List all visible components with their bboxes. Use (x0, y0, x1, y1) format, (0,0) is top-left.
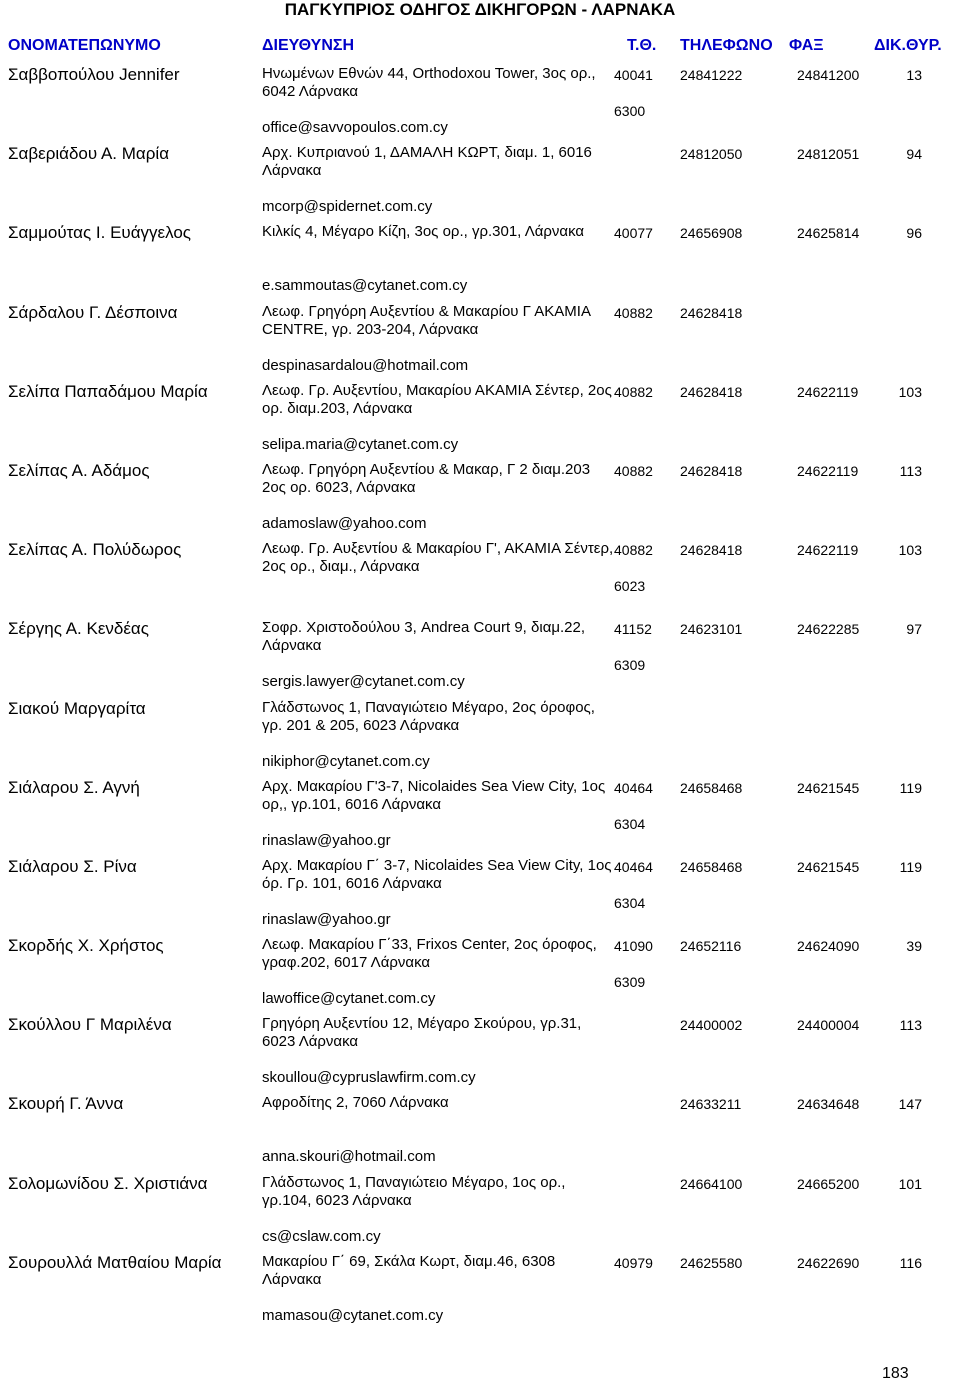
record-phone: 24658468 (680, 779, 743, 796)
lawyer-record (0, 1173, 960, 1252)
record-tk-secondary: 6304 (614, 815, 646, 832)
lawyer-record (0, 302, 960, 381)
record-box: 101 (898, 1175, 922, 1192)
record-phone: 24623101 (680, 621, 743, 638)
record-box: 97 (906, 621, 922, 638)
record-phone: 24664100 (680, 1175, 743, 1192)
column-header-box: ΔΙΚ.ΘΥΡ. (874, 37, 942, 54)
record-name: Σέργης Α. Κενδέας (8, 619, 149, 639)
record-address: Γρηγόρη Αυξεντίου 12, Μέγαρο Σκούρου, γρ.31, 6023 Λάρνακα (262, 1015, 582, 1051)
record-name: Σαμμούτας Ι. Ευάγγελος (8, 223, 191, 243)
record-address: Λεωφ. Γρηγόρη Αυξεντίου & Μακαρ, Γ 2 διαμ.203 2ος ορ. 6023, Λάρνακα (262, 460, 591, 496)
record-box: 103 (898, 542, 922, 559)
record-email: rinaslaw@yahoo.gr (262, 831, 391, 849)
record-phone: 24658468 (680, 858, 743, 875)
record-fax: 24634648 (797, 1096, 860, 1113)
record-phone: 24625580 (680, 1254, 743, 1271)
record-email: selipa.maria@cytanet.com.cy (262, 435, 459, 453)
record-box: 96 (906, 225, 922, 242)
record-tk: 40882 (614, 462, 653, 479)
record-address: Λεωφ. Γρηγόρη Αυξεντίου & Μακαρίου Γ ΑΚΑΜΙΑ CENTRE, γρ. 203-204, Λάρνακα (262, 302, 591, 338)
record-fax: 24621545 (797, 858, 860, 875)
record-phone: 24400002 (680, 1017, 743, 1034)
record-box: 113 (899, 462, 922, 479)
record-tk: 40041 (614, 67, 653, 83)
record-address: Γλάδστωνος 1, Παναγιώτειο Μέγαρο, 2ος όροφος, γρ. 201 & 205, 6023 Λάρνακα (262, 698, 595, 734)
record-tk-secondary: 6300 (614, 103, 646, 119)
lawyer-record (0, 1093, 960, 1172)
record-fax: 24622119 (797, 542, 859, 559)
record-fax: 24812051 (797, 146, 860, 163)
record-fax: 24665200 (797, 1175, 860, 1192)
column-header-tk: Τ.Θ. (627, 37, 657, 54)
record-tk: 41090 (614, 938, 653, 955)
record-email: e.sammoutas@cytanet.com.cy (262, 277, 468, 295)
record-tk-secondary: 6304 (614, 894, 646, 911)
record-address: Σοφρ. Χριστοδούλου 3, Andrea Court 9, διαμ.22, Λάρνακα (262, 619, 586, 655)
column-header-name: ΟΝΟΜΑΤΕΠΩΝΥΜΟ (8, 37, 161, 54)
record-fax: 24622119 (797, 462, 859, 479)
record-tk: 40077 (614, 225, 653, 242)
record-phone: 24841222 (680, 67, 743, 83)
record-fax: 24841200 (797, 67, 860, 83)
record-address: Μακαρίου Γ΄ 69, Σκάλα Κωρτ, διαμ.46, 6308 Λάρνακα (262, 1252, 556, 1288)
record-address: Γλάδστωνος 1, Παναγιώτειο Μέγαρο, 1ος ορ., γρ.104, 6023 Λάρνακα (262, 1173, 566, 1209)
record-fax: 24624090 (797, 938, 860, 955)
record-tk: 40882 (614, 542, 653, 559)
lawyer-record (0, 856, 960, 935)
record-phone: 24812050 (680, 146, 743, 163)
record-tk: 40979 (614, 1254, 653, 1271)
record-box: 13 (906, 67, 922, 83)
lawyer-record (0, 64, 960, 143)
lawyer-record (0, 460, 960, 539)
lawyer-record (0, 1014, 960, 1093)
record-box: 103 (898, 383, 922, 400)
record-tk: 40882 (614, 383, 653, 400)
record-fax: 24622119 (797, 383, 859, 400)
record-address: Λεωφ. Γρ. Αυξεντίου, Μακαρίου ΑΚΑΜΙΑ Σέντερ, 2ος ορ. διαμ.203, Λάρνακα (262, 381, 612, 417)
record-box: 116 (899, 1254, 922, 1271)
record-name: Σιάλαρου Σ. Αγνή (8, 777, 140, 797)
record-box: 94 (906, 146, 922, 163)
lawyer-record (0, 935, 960, 1014)
record-box: 39 (906, 938, 922, 955)
column-header-fax: ΦΑΞ (789, 37, 824, 54)
column-header-phone: ΤΗΛΕΦΩΝΟ (680, 37, 773, 54)
record-name: Σουρουλλά Ματθαίου Μαρία (8, 1252, 222, 1272)
record-tk-secondary: 6309 (614, 657, 646, 674)
record-phone: 24652116 (680, 938, 742, 955)
record-address: Αρχ. Κυπριανού 1, ΔΑΜΑΛΗ ΚΩΡΤ, διαμ. 1, 6016 Λάρνακα (262, 144, 592, 180)
record-name: Σαββοπούλου Jennifer (8, 65, 180, 84)
record-tk: 40464 (614, 779, 653, 796)
lawyer-record (0, 143, 960, 222)
record-phone: 24656908 (680, 225, 743, 242)
record-name: Σελίπας Α. Αδάμος (8, 460, 150, 480)
record-phone: 24633211 (680, 1096, 742, 1113)
record-address: Ηνωμένων Εθνών 44, Orthodoxou Tower, 3ος ορ., 6042 Λάρνακα (262, 65, 596, 100)
record-address: Αρχ. Μακαρίου Γ'3-7, Nicolaides Sea View City, 1ος ορ,, γρ.101, 6016 Λάρνακα (262, 777, 606, 813)
record-fax: 24625814 (797, 225, 860, 242)
lawyer-record (0, 1252, 960, 1331)
record-name: Σκορδής Χ. Χρήστος (8, 936, 164, 956)
record-email: office@savvopoulos.com.cy (262, 119, 448, 136)
record-fax: 24622285 (797, 621, 860, 638)
record-email: lawoffice@cytanet.com.cy (262, 990, 436, 1008)
record-phone: 24628418 (680, 304, 743, 321)
record-name: Σιακού Μαργαρίτα (8, 698, 146, 718)
record-email: nikiphor@cytanet.com.cy (262, 752, 430, 770)
record-tk-secondary: 6023 (614, 578, 646, 595)
record-email: sergis.lawyer@cytanet.com.cy (262, 673, 465, 691)
record-address: Λεωφ. Μακαρίου Γ΄33, Frixos Center, 2ος όροφος, γραφ.202, 6017 Λάρνακα (262, 936, 597, 972)
record-name: Σκουρή Γ. Άννα (8, 1094, 124, 1114)
record-name: Σιάλαρου Σ. Ρίνα (8, 856, 137, 876)
lawyer-record (0, 381, 960, 460)
lawyer-record (0, 539, 960, 618)
record-box: 119 (899, 858, 922, 875)
column-header-address: ΔΙΕΥΘΥΝΣΗ (262, 37, 355, 54)
record-email: anna.skouri@hotmail.com (262, 1148, 436, 1166)
record-address: Αφροδίτης 2, 7060 Λάρνακα (262, 1094, 449, 1112)
record-email: despinasardalou@hotmail.com (262, 356, 469, 374)
page-title: ΠΑΓΚΥΠΡΙΟΣ ΟΔΗΓΟΣ ΔΙΚΗΓΟΡΩΝ - ΛΑΡΝΑΚΑ (284, 0, 676, 19)
record-name: Σελίπας Α. Πολύδωρος (8, 540, 182, 560)
record-address: Λεωφ. Γρ. Αυξεντίου & Μακαρίου Γ', ΑΚΑΜΙΑ Σέντερ, 2ος ορ., διαμ., Λάρνακα (262, 540, 614, 576)
record-name: Σκούλλου Γ Μαριλένα (8, 1015, 172, 1035)
record-phone: 24628418 (680, 542, 743, 559)
lawyer-record (0, 777, 960, 856)
record-tk: 40464 (614, 858, 653, 875)
record-email: mamasou@cytanet.com.cy (262, 1306, 444, 1324)
lawyer-record (0, 618, 960, 697)
record-fax: 24622690 (797, 1254, 860, 1271)
record-name: Σάρδαλου Γ. Δέσποινα (8, 302, 178, 322)
column-header-row (0, 37, 960, 59)
record-email: rinaslaw@yahoo.gr (262, 910, 391, 928)
record-tk-secondary: 6309 (614, 974, 646, 991)
record-address: Αρχ. Μακαρίου Γ΄ 3-7, Nicolaides Sea View City, 1ος όρ. Γρ. 101, 6016 Λάρνακα (262, 856, 612, 892)
record-phone: 24628418 (680, 383, 743, 400)
record-name: Σαβεριάδου Α. Μαρία (8, 144, 170, 164)
record-name: Σολομωνίδου Σ. Χριστιάνα (8, 1173, 208, 1193)
record-phone: 24628418 (680, 462, 743, 479)
lawyer-record (0, 698, 960, 777)
record-tk: 40882 (614, 304, 653, 321)
record-box: 147 (898, 1096, 922, 1113)
record-name: Σελίπα Παπαδάμου Μαρία (8, 381, 208, 401)
record-email: cs@cslaw.com.cy (262, 1227, 381, 1245)
record-box: 119 (899, 779, 922, 796)
record-box: 113 (899, 1017, 922, 1034)
record-address: Κιλκίς 4, Μέγαρο Κίζη, 3ος ορ., γρ.301, Λάρνακα (262, 223, 585, 241)
record-fax: 24400004 (797, 1017, 860, 1034)
record-email: skoullou@cypruslawfirm.com.cy (262, 1069, 476, 1087)
record-email: mcorp@spidernet.com.cy (262, 198, 433, 216)
lawyer-list (0, 64, 960, 1331)
page-number: 183 (882, 1365, 909, 1382)
record-fax: 24621545 (797, 779, 860, 796)
lawyer-record (0, 222, 960, 301)
record-tk: 41152 (614, 621, 652, 638)
record-email: adamoslaw@yahoo.com (262, 514, 427, 532)
